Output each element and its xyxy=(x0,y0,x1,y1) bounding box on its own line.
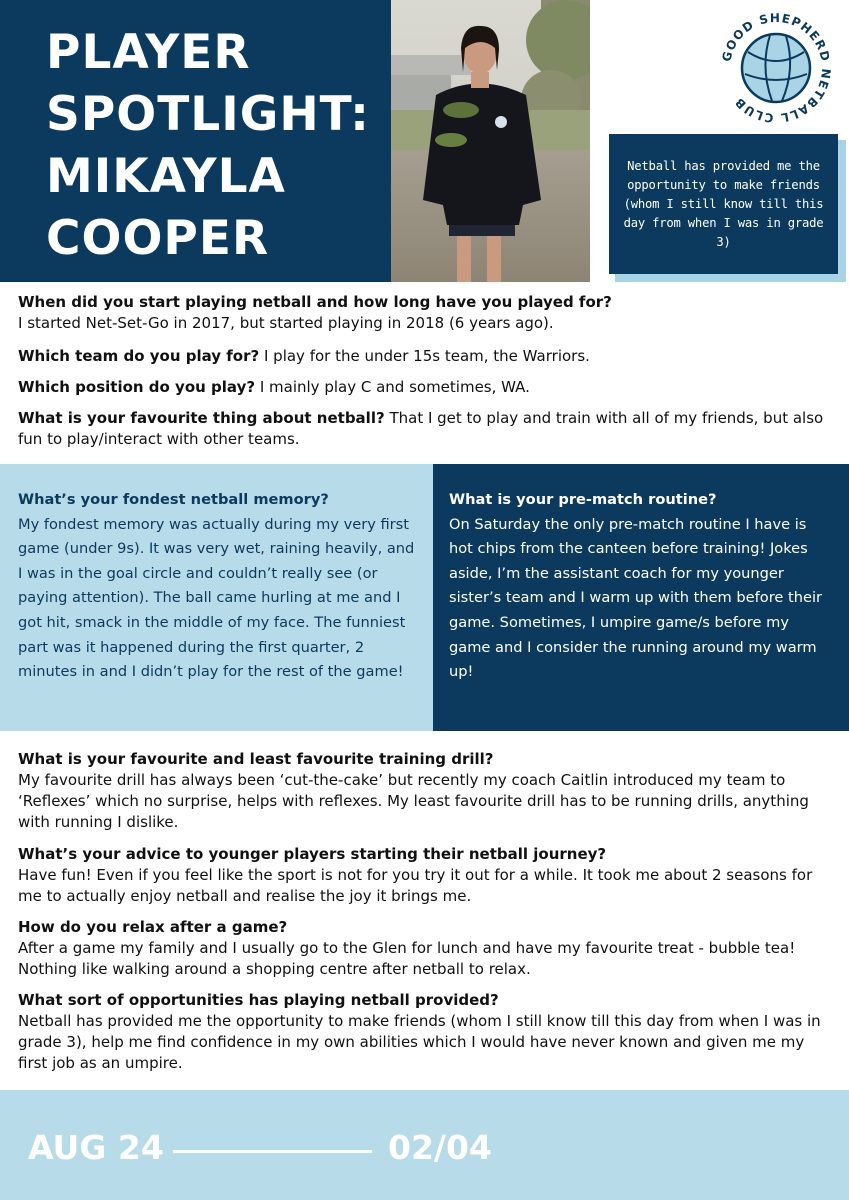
qa-question: What is your favourite thing about netball? xyxy=(18,409,385,427)
title-line-3: MIKAYLA xyxy=(46,149,286,204)
footer-divider-line xyxy=(173,1150,372,1153)
qa-question: What’s your advice to younger players starting their netball journey? xyxy=(18,845,607,863)
quote-text: Netball has provided me the opportunity to make friends (whom I still know till this day from when I was in grade 3) xyxy=(623,158,824,249)
footer-date: AUG 24 xyxy=(28,1128,164,1167)
panel-pre-match-routine xyxy=(433,464,849,731)
qa-answer: Netball has provided me the opportunity to make friends (whom I still know till this day from when I was in grade 3), help me find confidence in my own abilities which I would have never known and given me my first job as an umpire. xyxy=(18,1012,821,1072)
panel-question: What’s your fondest netball memory? xyxy=(18,491,329,508)
title-line-4: COOPER xyxy=(46,211,270,266)
title-block xyxy=(0,0,391,282)
qa-answer: My favourite drill has always been ‘cut-the-cake’ but recently my coach Caitlin introduced my team to ‘Reflexes’ which no surprise, helps with reflexes. My least favourite drill has to be running drills, anything with running I dislike. xyxy=(18,771,809,831)
qa-relax xyxy=(18,917,833,980)
qa-question: How do you relax after a game? xyxy=(18,918,288,936)
quote-box xyxy=(609,134,838,274)
panel-question: What is your pre-match routine? xyxy=(449,491,717,508)
qa-favourite-thing xyxy=(18,408,833,450)
qa-question: What is your favourite and least favourite training drill? xyxy=(18,750,494,768)
qa-answer: Have fun! Even if you feel like the sport is not for you try it out for a while. It took me about 2 seasons for me to actually enjoy netball and realise the joy it brings me. xyxy=(18,866,813,905)
qa-question: Which position do you play? xyxy=(18,378,256,396)
qa-answer: I mainly play C and sometimes, WA. xyxy=(259,378,530,396)
logo-text: GOOD SHEPHERD NETBALL CLUB xyxy=(720,12,832,124)
qa-start xyxy=(18,292,833,334)
qa-position xyxy=(18,377,833,398)
qa-team xyxy=(18,346,833,367)
panel-answer: My fondest memory was actually during my very first game (under 9s). It was very wet, raining heavily, and I was in the goal circle and couldn’t really see (or paying attention). The ball came hurling at me and I got hit, smack in the middle of my face. The funniest part was it happened during the first quarter, 2 minutes in and I didn’t play for the rest of the game! xyxy=(18,515,415,681)
qa-opportunities xyxy=(18,990,833,1074)
footer xyxy=(0,1090,849,1200)
qa-advice xyxy=(18,844,833,907)
qa-question: When did you start playing netball and how long have you played for? xyxy=(18,293,612,311)
qa-answer: After a game my family and I usually go to the Glen for lunch and have my favourite treat - bubble tea! Nothing like walking around a shopping centre after netball to relax. xyxy=(18,939,796,978)
panel-fondest-memory xyxy=(0,464,433,731)
qa-question: What sort of opportunities has playing netball provided? xyxy=(18,991,499,1009)
title-line-2: SPOTLIGHT: xyxy=(46,87,370,142)
title-line-1: PLAYER xyxy=(46,25,251,80)
qa-answer: That I get to play and train with all of my friends, but also fun to play/interact with other teams. xyxy=(18,409,824,448)
club-logo xyxy=(720,12,832,124)
footer-page-number: 02/04 xyxy=(388,1128,492,1167)
qa-training-drill xyxy=(18,749,833,833)
qa-question: Which team do you play for? xyxy=(18,347,260,365)
qa-answer: I started Net-Set-Go in 2017, but started playing in 2018 (6 years ago). xyxy=(18,314,554,332)
header xyxy=(0,0,849,282)
qa-answer: I play for the under 15s team, the Warriors. xyxy=(263,347,590,365)
player-photo xyxy=(391,0,590,282)
panel-answer: On Saturday the only pre-match routine I have is hot chips from the canteen before training! Jokes aside, I’m the assistant coach for my younger sister’s team and I warm up with them before their game. Sometimes, I umpire game/s before my game and I consider the running around my warm up! xyxy=(449,515,823,681)
